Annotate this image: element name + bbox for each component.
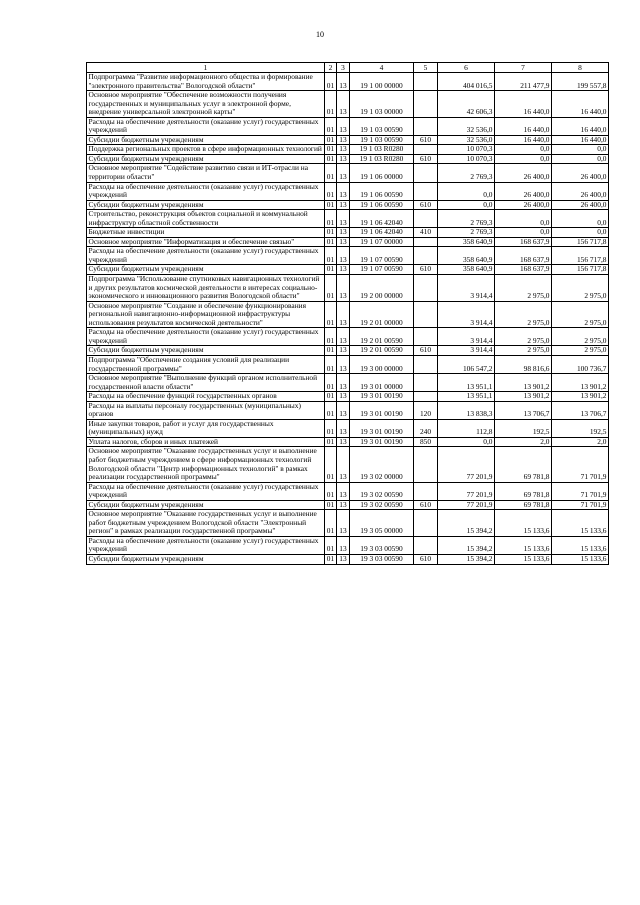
table-row (87, 374, 609, 392)
subsection-code-cell: 13 (337, 554, 350, 564)
row-name-cell: Субсидии бюджетным учреждениям (87, 135, 325, 145)
target-article-cell: 19 3 01 00190 (350, 437, 414, 447)
amount-cell-8: 0,0 (552, 145, 609, 155)
amount-cell-6: 0,0 (438, 200, 495, 210)
subsection-code-cell: 13 (337, 265, 350, 275)
amount-cell-8: 0,0 (552, 154, 609, 164)
expense-type-cell (414, 117, 438, 135)
amount-cell-7: 168 637,9 (495, 247, 552, 265)
row-name-cell: Расходы на обеспечение функций государственных органов (87, 392, 325, 402)
subsection-code-cell: 13 (337, 117, 350, 135)
expense-type-cell: 610 (414, 554, 438, 564)
amount-cell-6: 15 394,2 (438, 536, 495, 554)
amount-cell-6: 2 769,3 (438, 228, 495, 238)
expense-type-cell: 610 (414, 500, 438, 510)
target-article-cell: 19 1 06 00590 (350, 200, 414, 210)
section-code-cell: 01 (325, 154, 337, 164)
target-article-cell: 19 3 01 00190 (350, 419, 414, 437)
target-article-cell: 19 2 01 00000 (350, 301, 414, 328)
amount-cell-7: 69 781,8 (495, 500, 552, 510)
expense-type-cell (414, 73, 438, 91)
expense-type-cell: 610 (414, 265, 438, 275)
section-code-cell: 01 (325, 145, 337, 155)
expense-type-cell: 120 (414, 401, 438, 419)
row-name-cell: Основное мероприятие "Создание и обеспечение функционирования региональной навигационно-информационной инфраструктуры использования результатов космической деятельности" (87, 301, 325, 328)
section-code-cell: 01 (325, 73, 337, 91)
subsection-code-cell: 13 (337, 447, 350, 482)
amount-cell-6: 2 769,3 (438, 210, 495, 228)
subsection-code-cell: 13 (337, 419, 350, 437)
target-article-cell: 19 2 01 00590 (350, 346, 414, 356)
expense-type-cell (414, 210, 438, 228)
amount-cell-8: 71 701,9 (552, 500, 609, 510)
amount-cell-8: 2 975,0 (552, 275, 609, 302)
amount-cell-8: 0,0 (552, 210, 609, 228)
table-row (87, 164, 609, 182)
section-code-cell: 01 (325, 228, 337, 238)
subsection-code-cell: 13 (337, 301, 350, 328)
table-row (87, 346, 609, 356)
amount-cell-8: 2,0 (552, 437, 609, 447)
table-row (87, 91, 609, 118)
table-row (87, 182, 609, 200)
expense-type-cell (414, 237, 438, 247)
amount-cell-8: 199 557,8 (552, 73, 609, 91)
expense-type-cell (414, 355, 438, 373)
section-code-cell: 01 (325, 482, 337, 500)
amount-cell-6: 3 914,4 (438, 346, 495, 356)
expense-type-cell (414, 145, 438, 155)
amount-cell-8: 16 440,0 (552, 91, 609, 118)
subsection-code-cell: 13 (337, 355, 350, 373)
amount-cell-7: 15 133,6 (495, 536, 552, 554)
expense-type-cell (414, 482, 438, 500)
amount-cell-7: 26 400,0 (495, 182, 552, 200)
section-code-cell: 01 (325, 447, 337, 482)
row-name-cell: Основное мероприятие "Информатизация и обеспечение связью" (87, 237, 325, 247)
expense-type-cell (414, 392, 438, 402)
amount-cell-7: 192,5 (495, 419, 552, 437)
amount-cell-6: 10 070,3 (438, 154, 495, 164)
row-name-cell: Расходы на обеспечение деятельности (оказание услуг) государственных учреждений (87, 117, 325, 135)
amount-cell-7: 13 901,2 (495, 392, 552, 402)
section-code-cell: 01 (325, 200, 337, 210)
row-name-cell: Строительство, реконструкция объектов социальной и коммунальной инфраструктур областной собственности (87, 210, 325, 228)
target-article-cell: 19 3 02 00590 (350, 500, 414, 510)
expense-type-cell (414, 301, 438, 328)
amount-cell-8: 26 400,0 (552, 164, 609, 182)
subsection-code-cell: 13 (337, 237, 350, 247)
section-code-cell: 01 (325, 346, 337, 356)
amount-cell-6: 0,0 (438, 182, 495, 200)
target-article-cell: 19 1 03 00000 (350, 91, 414, 118)
target-article-cell: 19 1 03 R0280 (350, 145, 414, 155)
target-article-cell: 19 1 07 00590 (350, 247, 414, 265)
amount-cell-8: 156 717,8 (552, 265, 609, 275)
expense-type-cell: 610 (414, 135, 438, 145)
section-code-cell: 01 (325, 275, 337, 302)
expense-type-cell (414, 374, 438, 392)
table-row (87, 247, 609, 265)
target-article-cell: 19 1 06 42040 (350, 228, 414, 238)
amount-cell-7: 13 706,7 (495, 401, 552, 419)
expense-type-cell: 850 (414, 437, 438, 447)
amount-cell-8: 71 701,9 (552, 447, 609, 482)
amount-cell-7: 15 133,6 (495, 554, 552, 564)
subsection-code-cell: 13 (337, 228, 350, 238)
amount-cell-6: 404 016,5 (438, 73, 495, 91)
table-row (87, 447, 609, 482)
amount-cell-6: 3 914,4 (438, 301, 495, 328)
table-row (87, 237, 609, 247)
section-code-cell: 01 (325, 301, 337, 328)
column-header: 5 (414, 63, 438, 73)
subsection-code-cell: 13 (337, 210, 350, 228)
amount-cell-6: 13 951,1 (438, 392, 495, 402)
row-name-cell: Подпрограмма "Развитие информационного общества и формирование "электронного правительства" Вологодской области" (87, 73, 325, 91)
table-row (87, 510, 609, 537)
amount-cell-6: 2 769,3 (438, 164, 495, 182)
amount-cell-8: 0,0 (552, 228, 609, 238)
expense-type-cell (414, 447, 438, 482)
row-name-cell: Основное мероприятие "Содействие развитию связи и ИТ-отрасли на территории области" (87, 164, 325, 182)
target-article-cell: 19 3 01 00190 (350, 401, 414, 419)
table-row (87, 135, 609, 145)
table-row (87, 275, 609, 302)
section-code-cell: 01 (325, 117, 337, 135)
subsection-code-cell: 13 (337, 182, 350, 200)
amount-cell-7: 0,0 (495, 210, 552, 228)
amount-cell-8: 100 736,7 (552, 355, 609, 373)
amount-cell-7: 2 975,0 (495, 328, 552, 346)
subsection-code-cell: 13 (337, 154, 350, 164)
row-name-cell: Субсидии бюджетным учреждениям (87, 346, 325, 356)
table-row (87, 401, 609, 419)
amount-cell-7: 2,0 (495, 437, 552, 447)
subsection-code-cell: 13 (337, 401, 350, 419)
amount-cell-7: 13 901,2 (495, 374, 552, 392)
subsection-code-cell: 13 (337, 500, 350, 510)
row-name-cell: Расходы на обеспечение деятельности (оказание услуг) государственных учреждений (87, 247, 325, 265)
amount-cell-7: 26 400,0 (495, 200, 552, 210)
section-code-cell: 01 (325, 247, 337, 265)
expense-type-cell (414, 91, 438, 118)
table-row (87, 301, 609, 328)
target-article-cell: 19 3 01 00190 (350, 392, 414, 402)
row-name-cell: Бюджетные инвестиции (87, 228, 325, 238)
expense-type-cell (414, 328, 438, 346)
row-name-cell: Подпрограмма "Использование спутниковых навигационных технологий и других результатов космической деятельности в интересах социально-экономического и инновационного развития Вологодской области" (87, 275, 325, 302)
target-article-cell: 19 1 07 00000 (350, 237, 414, 247)
row-name-cell: Основное мероприятие "Оказание государственных услуг и выполнение работ бюджетным учреждением в сфере информационных технологий Вологодской области "Центр информационных технологий" в рамках реализации государственной программы" (87, 447, 325, 482)
section-code-cell: 01 (325, 401, 337, 419)
section-code-cell: 01 (325, 510, 337, 537)
amount-cell-6: 77 201,9 (438, 482, 495, 500)
amount-cell-7: 0,0 (495, 228, 552, 238)
table-row (87, 210, 609, 228)
target-article-cell: 19 1 03 R0280 (350, 154, 414, 164)
amount-cell-6: 112,8 (438, 419, 495, 437)
target-article-cell: 19 3 03 00590 (350, 536, 414, 554)
amount-cell-7: 2 975,0 (495, 301, 552, 328)
amount-cell-6: 358 640,9 (438, 237, 495, 247)
amount-cell-6: 358 640,9 (438, 247, 495, 265)
expense-type-cell: 240 (414, 419, 438, 437)
table-row (87, 500, 609, 510)
row-name-cell: Основное мероприятие "Оказание государственных услуг и выполнение работ бюджетным учреждением Вологодской области "Электронный регион" в рамках реализации государственной программы" (87, 510, 325, 537)
amount-cell-6: 10 070,3 (438, 145, 495, 155)
row-name-cell: Субсидии бюджетным учреждениям (87, 154, 325, 164)
row-name-cell: Расходы на выплаты персоналу государственных (муниципальных) органов (87, 401, 325, 419)
row-name-cell: Уплата налогов, сборов и иных платежей (87, 437, 325, 447)
section-code-cell: 01 (325, 419, 337, 437)
table-row (87, 355, 609, 373)
column-header: 6 (438, 63, 495, 73)
table-row (87, 392, 609, 402)
amount-cell-8: 26 400,0 (552, 182, 609, 200)
amount-cell-7: 0,0 (495, 154, 552, 164)
column-header: 1 (87, 63, 325, 73)
amount-cell-8: 13 706,7 (552, 401, 609, 419)
target-article-cell: 19 1 06 00590 (350, 182, 414, 200)
page-number: 10 (316, 30, 324, 39)
amount-cell-6: 0,0 (438, 437, 495, 447)
amount-cell-7: 0,0 (495, 145, 552, 155)
amount-cell-6: 32 536,0 (438, 117, 495, 135)
row-name-cell: Поддержка региональных проектов в сфере информационных технологий (87, 145, 325, 155)
amount-cell-6: 106 547,2 (438, 355, 495, 373)
subsection-code-cell: 13 (337, 200, 350, 210)
amount-cell-6: 3 914,4 (438, 275, 495, 302)
row-name-cell: Подпрограмма "Обеспечение создания условий для реализации государственной программы" (87, 355, 325, 373)
column-header: 3 (337, 63, 350, 73)
target-article-cell: 19 1 07 00590 (350, 265, 414, 275)
section-code-cell: 01 (325, 328, 337, 346)
expense-type-cell (414, 164, 438, 182)
table-row (87, 482, 609, 500)
table-row (87, 536, 609, 554)
table-row (87, 117, 609, 135)
row-name-cell: Основное мероприятие "Выполнение функций органом исполнительной государственной власти области" (87, 374, 325, 392)
table-row (87, 154, 609, 164)
section-code-cell: 01 (325, 210, 337, 228)
subsection-code-cell: 13 (337, 73, 350, 91)
target-article-cell: 19 3 03 00590 (350, 554, 414, 564)
section-code-cell: 01 (325, 437, 337, 447)
expense-type-cell: 610 (414, 154, 438, 164)
target-article-cell: 19 2 00 00000 (350, 275, 414, 302)
section-code-cell: 01 (325, 164, 337, 182)
amount-cell-8: 13 901,2 (552, 374, 609, 392)
amount-cell-8: 156 717,8 (552, 247, 609, 265)
target-article-cell: 19 1 06 00000 (350, 164, 414, 182)
subsection-code-cell: 13 (337, 536, 350, 554)
section-code-cell: 01 (325, 374, 337, 392)
row-name-cell: Расходы на обеспечение деятельности (оказание услуг) государственных учреждений (87, 328, 325, 346)
amount-cell-7: 15 133,6 (495, 510, 552, 537)
row-name-cell: Основное мероприятие "Обеспечение возможности получения государственных и муниципальных услуг в электронной форме, внедрение универсальной электронной карты" (87, 91, 325, 118)
amount-cell-6: 32 536,0 (438, 135, 495, 145)
row-name-cell: Расходы на обеспечение деятельности (оказание услуг) государственных учреждений (87, 182, 325, 200)
amount-cell-7: 168 637,9 (495, 265, 552, 275)
section-code-cell: 01 (325, 536, 337, 554)
column-header: 8 (552, 63, 609, 73)
section-code-cell: 01 (325, 500, 337, 510)
subsection-code-cell: 13 (337, 482, 350, 500)
table-row (87, 265, 609, 275)
amount-cell-7: 69 781,8 (495, 482, 552, 500)
amount-cell-7: 69 781,8 (495, 447, 552, 482)
amount-cell-6: 13 951,1 (438, 374, 495, 392)
section-code-cell: 01 (325, 91, 337, 118)
amount-cell-7: 2 975,0 (495, 275, 552, 302)
section-code-cell: 01 (325, 355, 337, 373)
subsection-code-cell: 13 (337, 346, 350, 356)
amount-cell-8: 156 717,8 (552, 237, 609, 247)
subsection-code-cell: 13 (337, 392, 350, 402)
row-name-cell: Иные закупки товаров, работ и услуг для государственных (муниципальных) нужд (87, 419, 325, 437)
table-row (87, 554, 609, 564)
row-name-cell: Субсидии бюджетным учреждениям (87, 554, 325, 564)
subsection-code-cell: 13 (337, 510, 350, 537)
amount-cell-8: 26 400,0 (552, 200, 609, 210)
table-row (87, 328, 609, 346)
section-code-cell: 01 (325, 182, 337, 200)
amount-cell-7: 16 440,0 (495, 117, 552, 135)
column-header: 2 (325, 63, 337, 73)
amount-cell-7: 98 816,6 (495, 355, 552, 373)
target-article-cell: 19 3 00 00000 (350, 355, 414, 373)
target-article-cell: 19 3 02 00000 (350, 447, 414, 482)
expense-type-cell (414, 182, 438, 200)
amount-cell-8: 16 440,0 (552, 135, 609, 145)
target-article-cell: 19 1 06 42040 (350, 210, 414, 228)
table-header-row (87, 63, 609, 73)
subsection-code-cell: 13 (337, 328, 350, 346)
expense-type-cell (414, 510, 438, 537)
amount-cell-6: 77 201,9 (438, 500, 495, 510)
subsection-code-cell: 13 (337, 135, 350, 145)
subsection-code-cell: 13 (337, 164, 350, 182)
section-code-cell: 01 (325, 554, 337, 564)
expense-type-cell (414, 247, 438, 265)
amount-cell-6: 15 394,2 (438, 554, 495, 564)
amount-cell-8: 71 701,9 (552, 482, 609, 500)
subsection-code-cell: 13 (337, 145, 350, 155)
target-article-cell: 19 2 01 00590 (350, 328, 414, 346)
table-row (87, 73, 609, 91)
amount-cell-8: 15 133,6 (552, 536, 609, 554)
row-name-cell: Расходы на обеспечение деятельности (оказание услуг) государственных учреждений (87, 482, 325, 500)
expense-type-cell: 410 (414, 228, 438, 238)
target-article-cell: 19 3 02 00590 (350, 482, 414, 500)
row-name-cell: Субсидии бюджетным учреждениям (87, 265, 325, 275)
amount-cell-8: 192,5 (552, 419, 609, 437)
subsection-code-cell: 13 (337, 247, 350, 265)
amount-cell-8: 16 440,0 (552, 117, 609, 135)
row-name-cell: Субсидии бюджетным учреждениям (87, 200, 325, 210)
table-row (87, 145, 609, 155)
amount-cell-6: 358 640,9 (438, 265, 495, 275)
target-article-cell: 19 3 05 00000 (350, 510, 414, 537)
subsection-code-cell: 13 (337, 374, 350, 392)
table-row (87, 200, 609, 210)
table-row (87, 228, 609, 238)
amount-cell-6: 13 838,3 (438, 401, 495, 419)
expense-type-cell: 610 (414, 200, 438, 210)
row-name-cell: Субсидии бюджетным учреждениям (87, 500, 325, 510)
row-name-cell: Расходы на обеспечение деятельности (оказание услуг) государственных учреждений (87, 536, 325, 554)
amount-cell-6: 77 201,9 (438, 447, 495, 482)
amount-cell-8: 15 133,6 (552, 554, 609, 564)
amount-cell-7: 26 400,0 (495, 164, 552, 182)
section-code-cell: 01 (325, 392, 337, 402)
amount-cell-8: 2 975,0 (552, 328, 609, 346)
target-article-cell: 19 1 03 00590 (350, 117, 414, 135)
budget-table (86, 62, 609, 565)
section-code-cell: 01 (325, 135, 337, 145)
amount-cell-6: 15 394,2 (438, 510, 495, 537)
amount-cell-7: 16 440,0 (495, 91, 552, 118)
target-article-cell: 19 3 01 00000 (350, 374, 414, 392)
subsection-code-cell: 13 (337, 437, 350, 447)
section-code-cell: 01 (325, 265, 337, 275)
amount-cell-7: 168 637,9 (495, 237, 552, 247)
amount-cell-8: 13 901,2 (552, 392, 609, 402)
amount-cell-8: 2 975,0 (552, 301, 609, 328)
expense-type-cell: 610 (414, 346, 438, 356)
amount-cell-8: 15 133,6 (552, 510, 609, 537)
column-header: 7 (495, 63, 552, 73)
amount-cell-6: 42 606,3 (438, 91, 495, 118)
target-article-cell: 19 1 03 00590 (350, 135, 414, 145)
amount-cell-7: 16 440,0 (495, 135, 552, 145)
table-row (87, 419, 609, 437)
subsection-code-cell: 13 (337, 275, 350, 302)
table-row (87, 437, 609, 447)
subsection-code-cell: 13 (337, 91, 350, 118)
amount-cell-7: 211 477,9 (495, 73, 552, 91)
target-article-cell: 19 1 00 00000 (350, 73, 414, 91)
column-header: 4 (350, 63, 414, 73)
amount-cell-6: 3 914,4 (438, 328, 495, 346)
section-code-cell: 01 (325, 237, 337, 247)
amount-cell-8: 2 975,0 (552, 346, 609, 356)
amount-cell-7: 2 975,0 (495, 346, 552, 356)
expense-type-cell (414, 275, 438, 302)
expense-type-cell (414, 536, 438, 554)
